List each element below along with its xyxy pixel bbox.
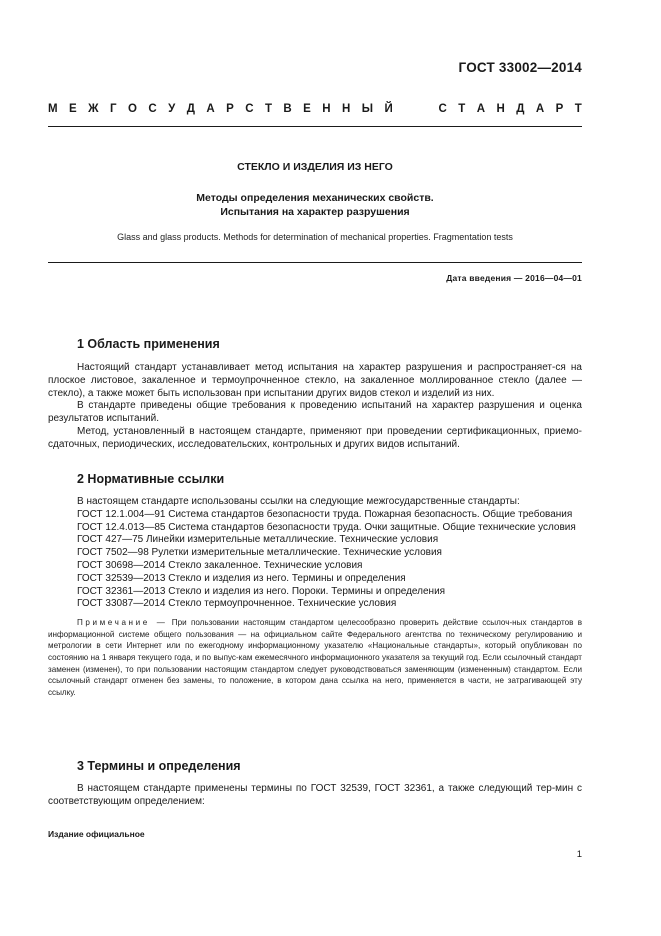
banner-letter: Т [264, 103, 272, 115]
document-title: СТЕКЛО И ИЗДЕЛИЯ ИЗ НЕГО [237, 161, 393, 173]
normative-reference: ГОСТ 33087—2014 Стекло термоупрочненное. Технические условия [77, 598, 397, 610]
normative-reference: ГОСТ 7502—98 Рулетки измерительные металлические. Технические условия [77, 547, 442, 559]
banner-letter: Н [496, 103, 505, 115]
document-subtitle [48, 191, 582, 219]
banner-letter: В [283, 103, 292, 115]
normative-reference: ГОСТ 12.4.013—85 Система стандартов безопасности труда. Очки защитные. Общие технические условия [77, 521, 576, 533]
english-title: Glass and glass products. Methods for determination of mechanical properties. Fragmentation tests [117, 232, 513, 242]
section-2 [48, 472, 582, 698]
section-1 [48, 337, 582, 452]
introduction-date: Дата введения — 2016—04—01 [446, 273, 582, 283]
section-2-intro: В настоящем стандарте использованы ссылки на следующие межгосударственные стандарты: [77, 496, 520, 507]
banner-letter: Т [458, 103, 466, 115]
section-3-heading: 3 Термины и определения [77, 759, 241, 773]
standard-type-banner [48, 103, 582, 115]
banner-letter: С [438, 103, 447, 115]
banner-letter: М [48, 103, 58, 115]
section-1-heading: 1 Область применения [77, 337, 220, 351]
page-number: 1 [576, 849, 582, 860]
section-1-paragraph: В стандарте приведены общие требования к проведению испытаний на характер разрушения и оценка результатов испытаний. [48, 400, 582, 425]
banner-letter: Й [384, 103, 393, 115]
banner-letter: Н [342, 103, 351, 115]
section-3-paragraph: В настоящем стандарте применены термины по ГОСТ 32539, ГОСТ 32361, а также следующий тер-мин с соответствующим определением: [48, 783, 582, 807]
subtitle-line-1: Методы определения механических свойств. [196, 192, 434, 204]
banner-letter: Е [69, 103, 77, 115]
banner-letter: Ж [88, 103, 99, 115]
banner-letter: Г [109, 103, 117, 115]
banner-letter: О [127, 103, 137, 115]
banner-letter: А [535, 103, 545, 115]
banner-letter: А [206, 103, 215, 115]
banner-letter: Д [186, 103, 195, 115]
normative-reference: ГОСТ 32361—2013 Стекло и изделия из него. Пороки. Термины и определения [77, 585, 446, 597]
banner-letter: Н [322, 103, 331, 115]
note-text: При пользовании настоящим стандартом целесообразно проверить действие ссылоч-ных стандартов в информационной системе общего пользования — на официальном сайте Федерального агентства по техническому регулированию и метрологии в сети Интернет или по ежегодному информационному указателю «Национальные стандарты», который опубликован по состоянию на 1 января текущего года, и по выпус-кам ежемесячного информационного указателя за текущий год. Если ссылочный стандарт заменен (изменен), то при пользовании настоящим стандартом следует руководствоваться заменяющим (измененным) стандартом. Если ссылочный стандарт отменен без замены, то положение, в котором дана ссылка на него, применяется в части, не затрагивающей эту ссылку. [48, 618, 583, 697]
normative-reference: ГОСТ 30698—2014 Стекло закаленное. Технические условия [77, 559, 363, 571]
section-1-paragraph: Метод, установленный в настоящем стандарте, применяют при проведении сертификационных, приемо-сдаточных, периодических, исследовательских, контрольных и других видов испытаний. [48, 425, 582, 450]
banner-letter: Ы [361, 103, 374, 115]
references-note [48, 617, 582, 698]
banner-letter: А [476, 103, 486, 115]
banner-letter: С [148, 103, 157, 115]
banner-letter: Р [555, 103, 564, 115]
banner-letter: Р [226, 103, 234, 115]
banner-letter: Е [303, 103, 311, 115]
official-edition-label: Издание официальное [48, 829, 145, 839]
section-2-heading: 2 Нормативные ссылки [77, 472, 225, 486]
gost-number: ГОСТ 33002—2014 [458, 60, 582, 75]
subtitle-line-2: Испытания на характер разрушения [220, 206, 410, 218]
banner-letter: С [245, 103, 254, 115]
banner-letter: У [168, 103, 176, 115]
section-1-paragraph: Настоящий стандарт устанавливает метод испытания на характер разрушения и распространяет-ся на плоское листовое, закаленное и термоупрочненное стекло, на закаленное моллированное стекло (далее — стекло), а также может быть использован при испытании других видов стекол и изделий из них. [48, 362, 582, 399]
title-rule [48, 262, 582, 263]
header-rule [48, 126, 582, 127]
normative-reference: ГОСТ 427—75 Линейки измерительные металлические. Технические условия [77, 534, 439, 546]
normative-reference: ГОСТ 12.1.004—91 Система стандартов безопасности труда. Пожарная безопасность. Общие требования [77, 508, 573, 520]
note-label: Примечание — [77, 618, 168, 628]
banner-letter: Д [516, 103, 525, 115]
normative-reference: ГОСТ 32539—2013 Стекло и изделия из него. Термины и определения [77, 572, 406, 584]
section-3 [48, 759, 582, 809]
banner-letter: Т [574, 103, 582, 115]
